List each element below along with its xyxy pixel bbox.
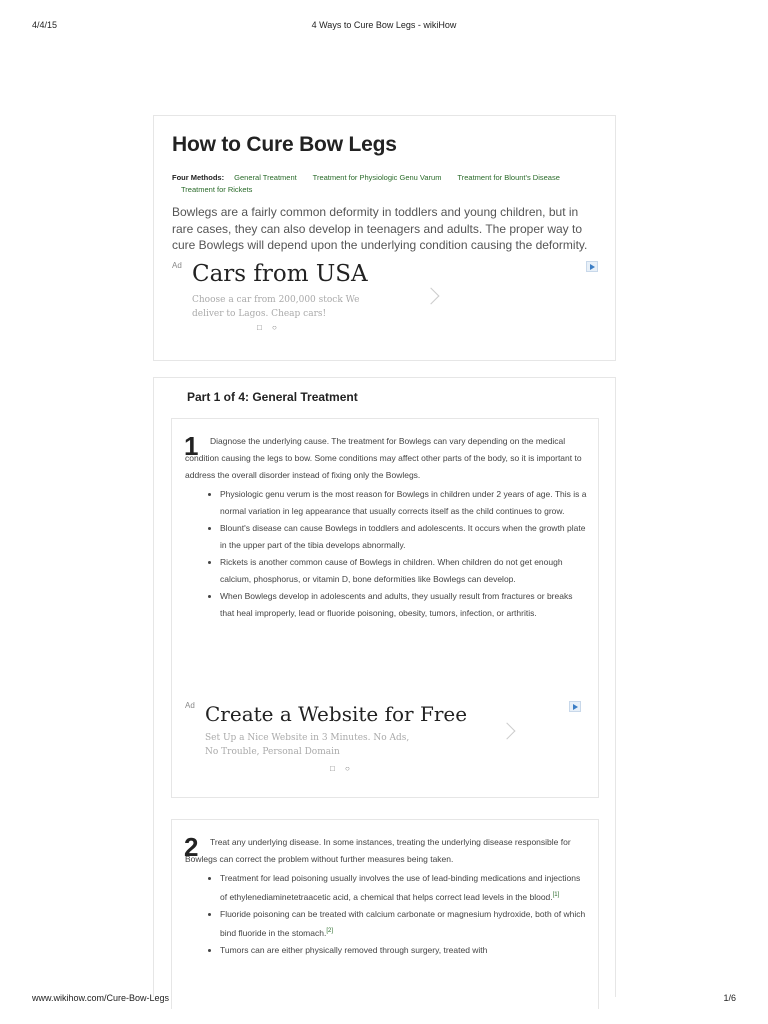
adchoices-icon[interactable]	[586, 261, 598, 272]
ad-banner-cars[interactable]	[172, 261, 602, 341]
ad-description: Choose a car from 200,000 stock We deliver to Lagos. Cheap cars!	[192, 295, 360, 319]
step-number: 2	[184, 832, 199, 862]
step-body	[185, 834, 587, 959]
ad-banner-website[interactable]	[185, 701, 587, 781]
method-link-general[interactable]: General Treatment	[234, 173, 297, 182]
reference-link[interactable]: [2]	[326, 927, 333, 934]
print-url: www.wikihow.com/Cure-Bow-Legs	[32, 993, 170, 1003]
step-1	[171, 418, 599, 798]
intro-card	[153, 115, 616, 361]
ad-title[interactable]: Cars from USA	[192, 261, 368, 287]
step-body	[185, 433, 587, 622]
step-bullets	[185, 486, 587, 622]
ad-title[interactable]: Create a Website for Free	[205, 702, 468, 726]
list-item	[220, 870, 587, 906]
list-item: • Tumors can are either physically removed through surgery, treated with	[220, 942, 587, 959]
method-link-blounts[interactable]: Treatment for Blount's Disease	[457, 173, 560, 182]
methods-label: Four Methods:	[172, 173, 225, 182]
intro-paragraph: Bowlegs are a fairly common deformity in toddlers and young children, but in rare cases, they can also develop in teenagers and adults. The proper way to cure Bowlegs will depend upon the underlying condition causing the deformity.	[172, 205, 588, 252]
print-footer	[0, 993, 768, 1007]
print-header	[0, 20, 768, 34]
ad-tag: Ad	[185, 701, 195, 710]
ad-pager-dots[interactable]: □ ○	[257, 323, 281, 332]
step-text: Treat any underlying disease. In some instances, treating the underlying disease responsible for Bowlegs can correct the problem without further measures being taken.	[185, 837, 571, 864]
list-item: • Physiologic genu verum is the most reason for Bowlegs in children under 2 years of age. This is a normal variation in leg appearance that usually corrects itself as the child continues to grow.	[220, 486, 587, 520]
ad-pager-dots[interactable]: □ ○	[330, 764, 354, 773]
step-2	[171, 819, 599, 1009]
step-bullets	[185, 870, 587, 959]
chevron-right-icon[interactable]	[423, 288, 440, 305]
part-heading: Part 1 of 4: General Treatment	[187, 390, 358, 404]
method-link-rickets[interactable]: Treatment for Rickets	[181, 185, 253, 194]
chevron-right-icon[interactable]	[499, 723, 516, 740]
step-text: Diagnose the underlying cause. The treatment for Bowlegs can vary depending on the medical condition causing the legs to bow. Some conditions may affect other parts of the body, so it is important to address the overall disorder instead of fixing only the Bowlegs.	[185, 436, 582, 480]
method-link-physiologic[interactable]: Treatment for Physiologic Genu Varum	[312, 173, 442, 182]
reference-link[interactable]: [1]	[552, 892, 560, 898]
ad-tag: Ad	[172, 261, 182, 270]
methods-nav	[172, 172, 602, 196]
list-item: • When Bowlegs develop in adolescents and adults, they usually result from fractures or breaks that heal improperly, lead or fluoride poisoning, obesity, tumors, infection, or arthritis.	[220, 588, 587, 622]
print-page-title: 4 Ways to Cure Bow Legs - wikiHow	[311, 20, 457, 30]
step-number: 1	[184, 431, 199, 461]
list-item	[220, 906, 587, 942]
print-page-number: 1/6	[723, 993, 736, 1003]
bullet-text: Fluoride poisoning can be treated with calcium carbonate or magnesium hydroxide, both of which bind fluoride in the stomach.	[220, 908, 586, 938]
bullet-text: Treatment for lead poisoning usually involves the use of lead-binding medications and injections of ethylenediaminetetraacetic acid, a chemical that helps correct lead levels in the blood.	[220, 873, 581, 902]
adchoices-icon[interactable]	[569, 701, 581, 712]
print-date: 4/4/15	[32, 20, 58, 30]
list-item: • Blount's disease can cause Bowlegs in toddlers and adolescents. It occurs when the growth plate in the upper part of the tibia develops abnormally.	[220, 520, 587, 554]
list-item: • Rickets is another common cause of Bowlegs in children. When children do not get enough calcium, phosphorus, or vitamin D, bone deformities like Bowlegs can develop.	[220, 554, 587, 588]
ad-description: Set Up a Nice Website in 3 Minutes. No Ads, No Trouble, Personal Domain	[205, 733, 410, 757]
article-title: How to Cure Bow Legs	[172, 133, 397, 156]
